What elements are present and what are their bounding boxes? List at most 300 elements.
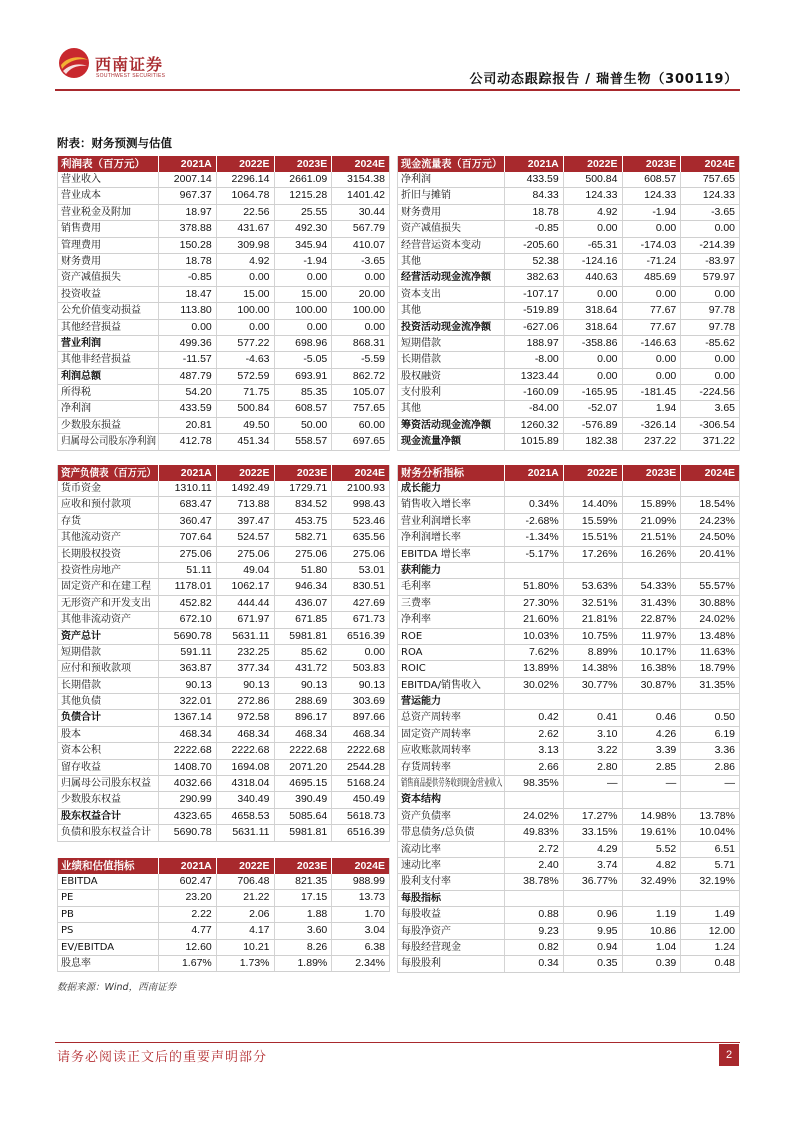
value-cell: 757.65 — [680, 172, 739, 187]
value-cell: 30.88% — [680, 596, 739, 611]
row-label-text: 财务费用 — [61, 255, 101, 267]
year-header: 2023E — [274, 156, 332, 172]
table-row — [58, 596, 389, 612]
value-cell: 15.59% — [563, 514, 622, 529]
table-row — [58, 188, 389, 204]
table-row — [398, 743, 739, 759]
value-cell: 591.11 — [158, 645, 216, 660]
table-row — [398, 825, 739, 841]
value-cell: 1178.01 — [158, 579, 216, 594]
value-cell: 1492.49 — [216, 481, 274, 496]
table-row — [58, 270, 389, 286]
row-label-text: 归属母公司股东净利润 — [61, 436, 156, 448]
year-header: 2022E — [563, 465, 622, 481]
row-label-text: 净利率 — [401, 614, 431, 626]
row-label-text: 营业利润增长率 — [401, 515, 471, 527]
value-cell — [563, 792, 622, 807]
value-cell: 1.73% — [216, 956, 274, 971]
row-label — [58, 629, 158, 644]
value-cell: 1260.32 — [504, 418, 563, 433]
value-cell: 22.87% — [622, 612, 681, 627]
value-cell: 49.50 — [216, 418, 274, 433]
value-cell: 433.59 — [158, 401, 216, 416]
value-cell: 24.23% — [680, 514, 739, 529]
value-cell: 608.57 — [622, 172, 681, 187]
row-label-text: 投资收益 — [61, 288, 101, 300]
row-label — [398, 710, 504, 725]
row-label-text: 所得税 — [61, 387, 91, 399]
row-label — [58, 678, 158, 693]
value-cell: 5981.81 — [274, 629, 332, 644]
value-cell: 390.49 — [274, 792, 332, 807]
row-label — [58, 221, 158, 236]
row-label-text: 三费率 — [401, 597, 431, 609]
section-row — [398, 891, 739, 907]
table-row — [398, 760, 739, 776]
value-cell: 671.97 — [216, 612, 274, 627]
row-label — [398, 497, 504, 512]
header-divider — [55, 89, 740, 91]
value-cell: 0.34% — [504, 497, 563, 512]
value-cell: 32.49% — [622, 874, 681, 889]
value-cell: 1.94 — [622, 401, 681, 416]
row-label — [58, 320, 158, 335]
footer-divider — [55, 1042, 740, 1043]
table-row — [58, 890, 389, 906]
row-label — [58, 776, 158, 791]
value-cell: 897.66 — [331, 710, 389, 725]
value-cell: — — [622, 776, 681, 791]
value-cell: 322.01 — [158, 694, 216, 709]
row-label-text: 每股股利 — [401, 958, 441, 970]
value-cell: 14.38% — [563, 661, 622, 676]
value-cell: -1.94 — [622, 205, 681, 220]
value-cell: 5618.73 — [331, 809, 389, 824]
value-cell: 427.69 — [331, 596, 389, 611]
row-label — [398, 303, 504, 318]
table-header-row — [398, 465, 739, 481]
value-cell: — — [563, 776, 622, 791]
value-cell: 436.07 — [274, 596, 332, 611]
value-cell: 5981.81 — [274, 825, 332, 840]
table-row — [58, 530, 389, 546]
year-header: 2021A — [504, 465, 563, 481]
value-cell: 3.74 — [563, 858, 622, 873]
table-row — [398, 924, 739, 940]
value-cell: 51.11 — [158, 563, 216, 578]
value-cell: 3.13 — [504, 743, 563, 758]
row-label-text: 货币资金 — [61, 483, 101, 494]
row-label — [58, 401, 158, 416]
row-label-text: 应收和预付款项 — [61, 499, 131, 511]
row-label — [398, 776, 504, 791]
value-cell: -124.16 — [563, 254, 622, 269]
row-label-text: 速动比率 — [401, 859, 441, 871]
row-label — [58, 907, 158, 922]
value-cell: 1.67% — [158, 956, 216, 971]
table-title-text: 资产负债表（百万元） — [61, 467, 157, 479]
value-cell: 0.42 — [504, 710, 563, 725]
table-row — [398, 172, 739, 188]
value-cell: 0.96 — [563, 907, 622, 922]
row-label-text: 营业成本 — [61, 190, 101, 202]
row-label — [58, 336, 158, 351]
value-cell: 5631.11 — [216, 629, 274, 644]
row-label-text: 股本 — [61, 728, 81, 740]
row-label — [58, 172, 158, 187]
row-label-text: 财务费用 — [401, 206, 441, 218]
row-label-text: 其他流动资产 — [61, 532, 121, 544]
value-cell: 492.30 — [274, 221, 332, 236]
value-cell: 15.00 — [216, 287, 274, 302]
value-cell: 1.70 — [331, 907, 389, 922]
value-cell: 363.87 — [158, 661, 216, 676]
value-cell: 5631.11 — [216, 825, 274, 840]
footer-disclaimer: 请务必阅读正文后的重要声明部分 — [57, 1050, 268, 1065]
value-cell: 30.02% — [504, 678, 563, 693]
value-cell: 38.78% — [504, 874, 563, 889]
value-cell — [680, 481, 739, 496]
table-row — [398, 336, 739, 352]
value-cell: 84.33 — [504, 188, 563, 203]
value-cell: 988.99 — [331, 874, 389, 889]
row-label — [58, 303, 158, 318]
value-cell: 5.52 — [622, 842, 681, 857]
company-logo — [58, 47, 170, 83]
value-cell: 0.00 — [158, 320, 216, 335]
section-title: 附表：财务预测与估值 — [57, 136, 172, 150]
value-cell: 377.34 — [216, 661, 274, 676]
row-label — [398, 809, 504, 824]
value-cell: -5.05 — [274, 352, 332, 367]
section-row — [398, 792, 739, 808]
value-cell: 20.81 — [158, 418, 216, 433]
row-label — [58, 579, 158, 594]
section-label-text: 资本结构 — [401, 794, 441, 806]
value-cell: 1694.08 — [216, 760, 274, 775]
value-cell — [680, 891, 739, 906]
value-cell: 4.77 — [158, 923, 216, 938]
row-label — [398, 547, 504, 562]
row-label — [58, 530, 158, 545]
value-cell: 499.36 — [158, 336, 216, 351]
value-cell: 2.62 — [504, 727, 563, 742]
row-label — [58, 792, 158, 807]
value-cell — [622, 563, 681, 578]
value-cell: 36.77% — [563, 874, 622, 889]
table-row — [398, 547, 739, 563]
value-cell: 672.10 — [158, 612, 216, 627]
value-cell: 433.59 — [504, 172, 563, 187]
table-row — [398, 579, 739, 595]
value-cell: 318.64 — [563, 303, 622, 318]
value-cell: 0.00 — [331, 645, 389, 660]
value-cell: 10.21 — [216, 940, 274, 955]
value-cell: 21.60% — [504, 612, 563, 627]
row-label-text: 其他负债 — [61, 696, 101, 708]
row-label — [398, 596, 504, 611]
value-cell: -3.65 — [331, 254, 389, 269]
value-cell: 706.48 — [216, 874, 274, 889]
value-cell: 3.04 — [331, 923, 389, 938]
table-row — [398, 596, 739, 612]
value-cell: 524.57 — [216, 530, 274, 545]
row-label — [58, 645, 158, 660]
value-cell: 444.44 — [216, 596, 274, 611]
value-cell: 0.00 — [563, 221, 622, 236]
row-label — [398, 825, 504, 840]
row-label-text: ROE — [401, 630, 423, 642]
table-row — [398, 956, 739, 972]
value-cell: 1.24 — [680, 940, 739, 955]
value-cell: 2.66 — [504, 760, 563, 775]
row-label — [58, 254, 158, 269]
value-cell: 18.47 — [158, 287, 216, 302]
value-cell: 0.00 — [563, 369, 622, 384]
table-title-text: 财务分析指标 — [401, 467, 464, 479]
row-label — [58, 270, 158, 285]
value-cell: 97.78 — [680, 320, 739, 335]
value-cell: -65.31 — [563, 238, 622, 253]
value-cell: 0.00 — [563, 287, 622, 302]
value-cell: -84.00 — [504, 401, 563, 416]
value-cell: 2100.93 — [331, 481, 389, 496]
value-cell: 2222.68 — [331, 743, 389, 758]
value-cell: 602.47 — [158, 874, 216, 889]
value-cell: 1323.44 — [504, 369, 563, 384]
row-label-text: PS — [61, 925, 74, 937]
row-label-text: EBITDA — [61, 876, 98, 887]
row-label-text: 流动比率 — [401, 843, 441, 855]
value-cell: 54.20 — [158, 385, 216, 400]
value-cell: 451.34 — [216, 434, 274, 449]
table-row — [398, 205, 739, 221]
value-cell — [563, 563, 622, 578]
row-label-text: 资产减值损失 — [401, 223, 461, 235]
row-label-text: 长期借款 — [61, 679, 101, 691]
year-header: 2022E — [216, 156, 274, 172]
value-cell: 55.57% — [680, 579, 739, 594]
value-cell: 468.34 — [274, 727, 332, 742]
row-label-text: 短期借款 — [61, 646, 101, 658]
value-cell: 1064.78 — [216, 188, 274, 203]
value-cell: 27.30% — [504, 596, 563, 611]
row-label-text: 资产减值损失 — [61, 272, 121, 284]
row-label — [398, 369, 504, 384]
row-label-text: 其他经营损益 — [61, 321, 121, 333]
row-label-text: 折旧与摊销 — [401, 190, 451, 202]
row-label-text: 投资活动现金流净额 — [401, 321, 491, 333]
section-label — [398, 563, 504, 578]
row-label-text: ROA — [401, 646, 423, 658]
value-cell: 30.87% — [622, 678, 681, 693]
row-label-text: 资本公积 — [61, 745, 101, 757]
table-row — [58, 727, 389, 743]
row-label — [58, 369, 158, 384]
row-label — [58, 596, 158, 611]
value-cell: 468.34 — [331, 727, 389, 742]
section-label-text: 成长能力 — [401, 483, 441, 494]
value-cell — [622, 481, 681, 496]
value-cell: 3.22 — [563, 743, 622, 758]
value-cell: 30.44 — [331, 205, 389, 220]
value-cell: -2.68% — [504, 514, 563, 529]
financial-ratios-table — [397, 465, 740, 973]
value-cell: 2222.68 — [274, 743, 332, 758]
value-cell: 10.04% — [680, 825, 739, 840]
row-label — [398, 238, 504, 253]
row-label — [398, 612, 504, 627]
value-cell: 49.04 — [216, 563, 274, 578]
value-cell: 288.69 — [274, 694, 332, 709]
value-cell: 2071.20 — [274, 760, 332, 775]
table-row — [398, 727, 739, 743]
row-label-text: 销售收入增长率 — [401, 499, 471, 511]
row-label-text: 销售商品提供劳务收到现金/营业收入 — [401, 778, 503, 790]
value-cell: 0.00 — [680, 369, 739, 384]
value-cell: 697.65 — [331, 434, 389, 449]
row-label — [58, 418, 158, 433]
table-row — [398, 809, 739, 825]
row-label — [58, 809, 158, 824]
report-title: 公司动态跟踪报告 / 瑞普生物（300119） — [469, 72, 738, 87]
value-cell: 13.78% — [680, 809, 739, 824]
table-row — [398, 434, 739, 450]
table-header-row — [58, 858, 389, 874]
value-cell: 15.51% — [563, 530, 622, 545]
table-title — [58, 465, 158, 481]
value-cell: 967.37 — [158, 188, 216, 203]
value-cell: 410.07 — [331, 238, 389, 253]
row-label — [58, 694, 158, 709]
table-row — [58, 320, 389, 336]
value-cell: 105.07 — [331, 385, 389, 400]
table-row — [398, 842, 739, 858]
row-label-text: 毛利率 — [401, 581, 431, 593]
value-cell: 32.19% — [680, 874, 739, 889]
value-cell: 53.01 — [331, 563, 389, 578]
row-label-text: 存货周转率 — [401, 761, 451, 773]
value-cell: 11.97% — [622, 629, 681, 644]
value-cell: 0.00 — [680, 352, 739, 367]
row-label-text: 股利支付率 — [401, 876, 451, 888]
value-cell: 0.00 — [274, 320, 332, 335]
value-cell: 485.69 — [622, 270, 681, 285]
value-cell: 77.67 — [622, 320, 681, 335]
value-cell: -0.85 — [504, 221, 563, 236]
value-cell: 124.33 — [563, 188, 622, 203]
row-label-text: 负债和股东权益合计 — [61, 827, 151, 839]
row-label — [58, 563, 158, 578]
value-cell: 1062.17 — [216, 579, 274, 594]
row-label-text: 存货 — [61, 515, 81, 527]
row-label — [398, 287, 504, 302]
table-row — [398, 385, 739, 401]
row-label-text: 利润总额 — [61, 370, 101, 382]
value-cell: 503.83 — [331, 661, 389, 676]
value-cell — [622, 792, 681, 807]
value-cell: 7.62% — [504, 645, 563, 660]
table-row — [58, 172, 389, 188]
row-label-text: PB — [61, 908, 74, 920]
value-cell: 0.00 — [622, 221, 681, 236]
row-label-text: 净利润 — [401, 174, 431, 185]
value-cell: -205.60 — [504, 238, 563, 253]
row-label — [398, 760, 504, 775]
row-label-text: 销售费用 — [61, 223, 101, 235]
value-cell: 0.82 — [504, 940, 563, 955]
value-cell: 4.17 — [216, 923, 274, 938]
value-cell: 49.83% — [504, 825, 563, 840]
value-cell: -358.86 — [563, 336, 622, 351]
row-label-text: 公允价值变动损益 — [61, 305, 141, 317]
value-cell: 2.34% — [331, 956, 389, 971]
year-header: 2022E — [563, 156, 622, 172]
row-label — [398, 907, 504, 922]
value-cell: 830.51 — [331, 579, 389, 594]
value-cell: 0.00 — [216, 320, 274, 335]
row-label-text: 管理费用 — [61, 239, 101, 251]
value-cell: 360.47 — [158, 514, 216, 529]
table-row — [398, 940, 739, 956]
value-cell: 4.92 — [216, 254, 274, 269]
table-row — [398, 907, 739, 923]
value-cell: 821.35 — [274, 874, 332, 889]
value-cell: 10.75% — [563, 629, 622, 644]
value-cell: 2222.68 — [158, 743, 216, 758]
value-cell: 24.02% — [680, 612, 739, 627]
value-cell: -5.59 — [331, 352, 389, 367]
row-label — [398, 645, 504, 660]
table-row — [398, 612, 739, 628]
table-row — [58, 612, 389, 628]
year-header: 2024E — [680, 156, 739, 172]
value-cell: 0.50 — [680, 710, 739, 725]
value-cell: 0.48 — [680, 956, 739, 971]
value-cell: 11.63% — [680, 645, 739, 660]
balance-sheet-table — [57, 465, 390, 842]
row-label-text: 固定资产周转率 — [401, 728, 471, 740]
table-row — [398, 710, 739, 726]
value-cell: 4323.65 — [158, 809, 216, 824]
row-label-text: 无形资产和开发支出 — [61, 597, 151, 609]
value-cell: 71.75 — [216, 385, 274, 400]
row-label — [398, 254, 504, 269]
row-label — [398, 221, 504, 236]
value-cell: 10.86 — [622, 924, 681, 939]
value-cell: 1.04 — [622, 940, 681, 955]
value-cell: 124.33 — [680, 188, 739, 203]
value-cell: — — [680, 776, 739, 791]
section-label-text: 每股指标 — [401, 892, 441, 904]
value-cell: 237.22 — [622, 434, 681, 449]
row-label — [398, 924, 504, 939]
table-row — [58, 238, 389, 254]
value-cell: 693.91 — [274, 369, 332, 384]
table-row — [398, 629, 739, 645]
table-title — [398, 156, 504, 172]
value-cell: 2.85 — [622, 760, 681, 775]
value-cell: 452.82 — [158, 596, 216, 611]
table-row — [58, 776, 389, 792]
value-cell: 16.26% — [622, 547, 681, 562]
row-label-text: 每股经营现金 — [401, 941, 461, 953]
value-cell — [563, 891, 622, 906]
row-label — [58, 238, 158, 253]
table-row — [398, 352, 739, 368]
table-row — [58, 956, 389, 972]
row-label — [398, 629, 504, 644]
